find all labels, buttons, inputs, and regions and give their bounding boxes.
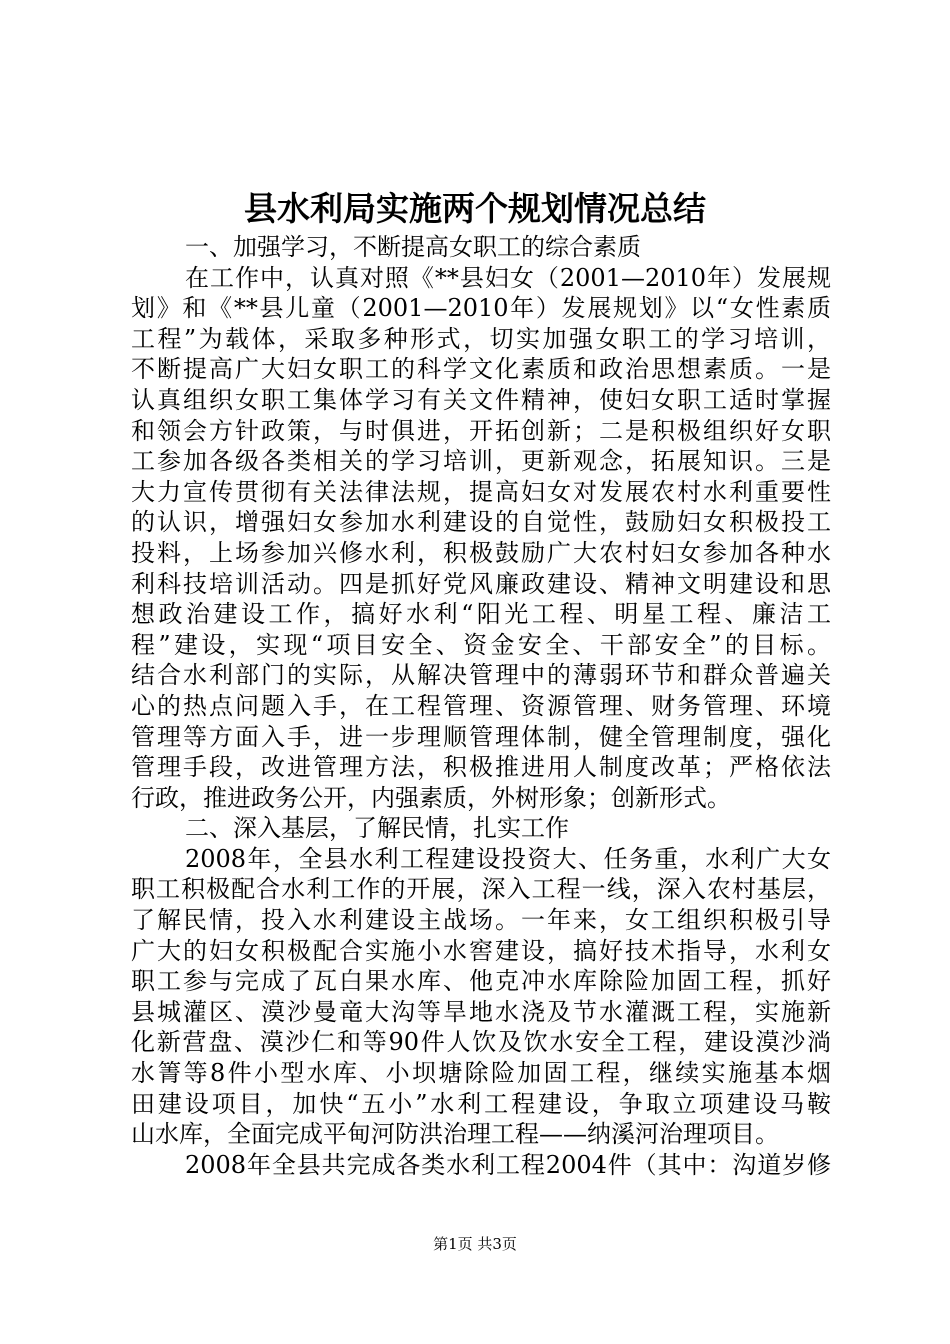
paragraph-line: 利科技培训活动。四是抓好党风廉政建设、精神文明建设和思	[131, 569, 831, 598]
paragraph-line: 2008年，全县水利工程建设投资大、任务重，水利广大女	[185, 844, 831, 873]
paragraph-line: 投料，上场参加兴修水利，积极鼓励广大农村妇女参加各种水	[131, 538, 831, 567]
paragraph-line: 化新营盘、漠沙仁和等90件人饮及饮水安全工程，建设漠沙淌	[131, 1028, 831, 1057]
paragraph-line: 不断提高广大妇女职工的科学文化素质和政治思想素质。一是	[131, 355, 831, 384]
document-title: 县水利局实施两个规划情况总结	[244, 189, 706, 228]
paragraph-line: 工参加各级各类相关的学习培训，更新观念，拓展知识。三是	[131, 447, 831, 476]
paragraph-line: 心的热点问题入手，在工程管理、资源管理、财务管理、环境	[131, 691, 831, 720]
paragraph-line: 田建设项目，加快“五小”水利工程建设，争取立项建设马鞍	[131, 1089, 831, 1118]
document-body	[131, 232, 831, 1180]
paragraph-line: 职工参与完成了瓦白果水库、他克冲水库除险加固工程，抓好	[131, 967, 831, 996]
paragraph-line: 结合水利部门的实际，从解决管理中的薄弱环节和群众普遍关	[131, 661, 831, 690]
paragraph-line: 了解民情，投入水利建设主战场。一年来，女工组织积极引导	[131, 906, 831, 935]
section-heading: 一、加强学习，不断提高女职工的综合素质	[185, 233, 641, 261]
section-heading: 二、深入基层，了解民情，扎实工作	[185, 814, 569, 843]
paragraph-line: 的认识，增强妇女参加水利建设的自觉性，鼓励妇女积极投工	[131, 508, 831, 537]
paragraph-line: 想政治建设工作，搞好水利“阳光工程、明星工程、廉洁工	[131, 600, 831, 629]
paragraph-line: 划》和《**县儿童（2001—2010年）发展规划》以“女性素质	[131, 294, 831, 323]
paragraph-line: 管理手段，改进管理方法，积极推进用人制度改革；严格依法	[131, 753, 831, 782]
paragraph-line: 广大的妇女积极配合实施小水窖建设，搞好技术指导，水利女	[131, 936, 831, 965]
paragraph-line: 水箐等8件小型水库、小坝塘除险加固工程，继续实施基本烟	[131, 1059, 831, 1088]
paragraph-line: 行政，推进政务公开，内强素质，外树形象；创新形式。	[131, 783, 731, 812]
paragraph-line: 大力宣传贯彻有关法律法规，提高妇女对发展农村水利重要性	[131, 477, 831, 506]
paragraph-line: 认真组织女职工集体学习有关文件精神，使妇女职工适时掌握	[131, 385, 831, 414]
paragraph-line: 职工积极配合水利工作的开展，深入工程一线，深入农村基层，	[131, 875, 831, 904]
paragraph-line: 和领会方针政策，与时俱进，开拓创新；二是积极组织好女职	[131, 416, 831, 445]
paragraph-line: 县城灌区、漠沙曼竜大沟等旱地水浇及节水灌溉工程，实施新	[131, 997, 831, 1026]
paragraph-line: 2008年全县共完成各类水利工程2004件（其中：沟道岁修	[185, 1150, 831, 1179]
paragraph-line: 程”建设，实现“项目安全、资金安全、干部安全”的目标。	[131, 630, 831, 659]
paragraph-line: 工程”为载体，采取多种形式，切实加强女职工的学习培训，	[131, 324, 831, 353]
page-footer: 第1页 共3页	[433, 1235, 517, 1253]
paragraph-line: 山水库，全面完成平甸河防洪治理工程——纳溪河治理项目。	[131, 1120, 779, 1149]
paragraph-line: 在工作中，认真对照《**县妇女（2001—2010年）发展规	[185, 263, 831, 292]
paragraph-line: 管理等方面入手，进一步理顺管理体制，健全管理制度，强化	[131, 722, 831, 751]
